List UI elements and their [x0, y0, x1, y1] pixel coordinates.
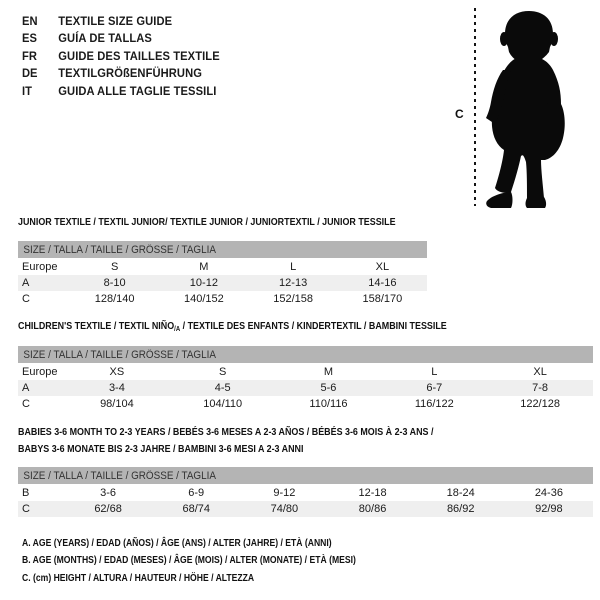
language-guide-title: TEXTILGRÖßENFÜHRUNG [58, 66, 203, 81]
size-cell: 68/74 [182, 503, 210, 515]
row-label: B [22, 487, 30, 499]
language-guide-title: GUIDA ALLE TAGLIE TESSILI [58, 83, 217, 98]
size-table-grid [18, 259, 427, 307]
row-label: A [22, 382, 30, 394]
size-cell: L [431, 366, 438, 378]
table-row [18, 501, 593, 517]
size-cell: 116/122 [414, 398, 454, 410]
junior-table-title [18, 214, 396, 231]
size-cell: M [199, 261, 209, 273]
table-row [18, 396, 593, 412]
size-cell: 5-6 [320, 382, 337, 394]
size-cell: 18-24 [446, 487, 475, 499]
row-label: Europe [22, 366, 58, 378]
table-title-line: JUNIOR TEXTILE / TEXTIL JUNIOR/ TEXTILE JUNIOR / JUNIORTEXTIL / JUNIOR TESSILE [18, 216, 396, 228]
toddler-silhouette-icon [483, 8, 573, 208]
size-cell: 3-6 [100, 487, 117, 499]
size-cell: M [323, 366, 334, 378]
language-guide-title: TEXTILE SIZE GUIDE [58, 13, 173, 28]
size-cell: 104/110 [203, 398, 243, 410]
babies-table-title [18, 424, 433, 457]
size-cell: S [219, 366, 227, 378]
size-cell: XS [109, 366, 125, 378]
language-title-row [22, 30, 220, 48]
language-guide-title: GUÍA DE TALLAS [58, 31, 152, 46]
babies-size-table [18, 467, 593, 517]
row-label: C [22, 503, 30, 515]
table-row [18, 485, 593, 501]
size-table-grid [18, 364, 593, 412]
size-header-text: SIZE / TALLA / TAILLE / GRÖSSE / TAGLIA [23, 243, 216, 256]
table-row [18, 259, 427, 275]
language-title-row [22, 82, 220, 100]
language-title-row [22, 65, 220, 83]
size-cell: S [110, 261, 119, 273]
size-cell: 3-4 [108, 382, 125, 394]
table-title-line: BABIES 3-6 MONTH TO 2-3 YEARS / BEBÉS 3-6 MESES A 2-3 AÑOS / BÉBÉS 3-6 MOIS À 2-3 ANS / [18, 426, 434, 438]
language-code: IT [22, 83, 32, 98]
language-title-list [22, 12, 235, 100]
size-cell: 10-12 [189, 277, 218, 289]
size-cell: 140/152 [183, 293, 224, 305]
row-label: C [22, 293, 30, 305]
footnote-line: B. AGE (MONTHS) / EDAD (MESES) / ÂGE (MOIS) / ALTER (MONATE) / ETÀ (MESI) [22, 554, 356, 567]
row-label: Europe [22, 261, 58, 273]
table-row [18, 364, 593, 380]
size-header-text: SIZE / TALLA / TAILLE / GRÖSSE / TAGLIA [23, 348, 216, 361]
height-figure [440, 0, 600, 215]
height-measure-dashed-line [474, 8, 476, 206]
table-title-line: BABYS 3-6 MONATE BIS 2-3 JAHRE / BAMBINI 3-6 MESI A 2-3 ANNI [18, 442, 304, 455]
size-table-grid [18, 485, 593, 517]
language-code: FR [22, 48, 37, 63]
size-cell: 4-5 [214, 382, 231, 394]
size-cell: XL [375, 261, 390, 273]
language-code: DE [22, 66, 38, 81]
language-code: ES [22, 31, 37, 46]
junior-size-table [18, 241, 427, 307]
size-cell: 12-13 [279, 277, 308, 289]
size-cell: L [290, 261, 297, 273]
size-cell: 86/92 [446, 503, 475, 515]
size-header-bar [18, 467, 593, 484]
size-header-bar [18, 346, 593, 363]
size-cell: 122/128 [520, 398, 560, 410]
size-cell: 128/140 [94, 293, 135, 305]
language-code: EN [22, 13, 38, 28]
size-header-text: SIZE / TALLA / TAILLE / GRÖSSE / TAGLIA [23, 469, 216, 482]
size-cell: 62/68 [94, 503, 122, 515]
footnote-line: C. (cm) HEIGHT / ALTURA / HAUTEUR / HÖHE / ALTEZZA [22, 571, 255, 584]
row-label: A [22, 277, 30, 289]
language-title-row [22, 12, 220, 30]
table-row [18, 275, 427, 291]
size-cell: 74/80 [270, 503, 299, 515]
children-size-table [18, 346, 593, 412]
size-cell: 7-8 [532, 382, 549, 394]
size-cell: 9-12 [273, 487, 296, 499]
size-cell: 98/104 [100, 398, 134, 410]
size-cell: 12-18 [358, 487, 387, 499]
table-title-line: CHILDREN'S TEXTILE / TEXTIL $NIÑO_{/A}$ / TEXTILE DES ENFANTS / KINDERTEXTIL / BAMBINI TESSILE [18, 320, 447, 333]
height-measure-label: C [455, 107, 464, 121]
row-label: C [22, 398, 30, 410]
size-cell: 6-9 [188, 487, 205, 499]
language-guide-title: GUIDE DES TAILLES TEXTILE [58, 48, 220, 63]
language-title-row [22, 47, 220, 65]
size-cell: 92/98 [535, 503, 563, 515]
size-cell: 152/158 [273, 293, 313, 305]
footnote-line: A. AGE (YEARS) / EDAD (AÑOS) / ÂGE (ANS) / ALTER (JAHRE) / ETÀ (ANNI) [22, 537, 332, 549]
table-row [18, 291, 427, 307]
table-row [18, 380, 593, 396]
size-cell: 8-10 [103, 277, 126, 289]
size-cell: 158/170 [362, 293, 403, 305]
footnotes [22, 535, 429, 587]
size-header-bar [18, 241, 427, 258]
size-cell: 110/116 [309, 398, 348, 410]
size-cell: 80/86 [358, 503, 387, 515]
size-cell: XL [533, 366, 547, 378]
size-cell: 24-36 [534, 487, 563, 499]
size-cell: 14-16 [368, 277, 397, 289]
size-cell: 6-7 [426, 382, 443, 394]
children-table-title [18, 318, 447, 339]
